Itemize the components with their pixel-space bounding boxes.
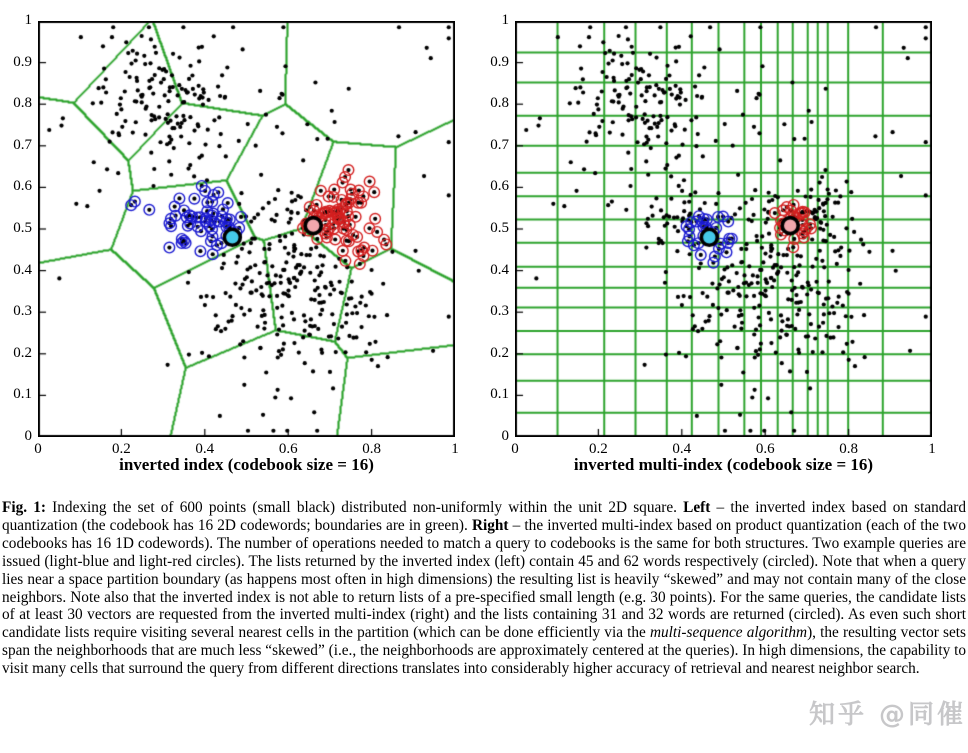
y-tick-label: 0.8	[13, 95, 32, 112]
y-tick-label: 0.2	[490, 344, 509, 361]
right-plot-canvas	[515, 21, 932, 437]
figure-caption	[2, 499, 966, 678]
y-tick-label: 0.7	[490, 136, 509, 153]
caption-run: – the inverted multi-index based on product quantization (each of the two codebooks has 16 1D codewords). The number of operations needed to match a query to codebooks is the same for both structures. Two example queries are issued (light-blue and light-red circles). The lists returned by the inverted index (left) contain 45 and 62 words respectively (circled). Note that when a query lies near a space partition boundary (as happens most often in high dimensions) the resulting list is heavily “skewed” and may not contain many of the close neighbors. Note also that the inverted index is not able to return lists of a pre-specified small length (e.g. 30 points). For the same queries, the candidate lists of at least 30 vectors are requested from the inverted multi-index (right) and the lists containing 31 and 32 words are returned (circled). As even such short candidate lists require visiting several nearest cells in the partition (which can be done efficiently via the	[2, 516, 967, 642]
caption-run: ), the resulting vector sets span the neighborhoods that are much less “skewed” (i.e., the neighborhoods are approximately centered at the queries). In high dimensions, the capability to visit many cells that surround the query from different directions translates into considerably higher accuracy of retrieval and nearest neighbor search.	[2, 624, 966, 678]
y-tick-label: 0.2	[13, 344, 32, 361]
y-tick-label: 0.6	[13, 178, 32, 195]
x-tick-label: 0.6	[278, 441, 298, 457]
caption-run: – the inverted index based on standard quantization (the codebook has 16 2D codewords; boundaries are in green).	[2, 499, 966, 534]
x-tick-label: 0.6	[755, 441, 775, 457]
x-tick-label: 0.4	[195, 441, 215, 457]
x-tick-label: 1	[451, 441, 459, 457]
x-tick-label: 0.4	[672, 441, 692, 457]
y-tick-label: 0.1	[490, 386, 509, 403]
y-tick-label: 0.4	[13, 261, 32, 278]
caption-run: Fig. 1:	[2, 499, 46, 516]
caption-run: Left	[683, 499, 711, 516]
y-tick-label: 0	[24, 428, 32, 444]
x-tick-label: 1	[928, 441, 936, 457]
x-tick-label: 0.8	[839, 441, 858, 457]
right-plot-title: inverted multi-index (codebook size = 16)	[573, 455, 874, 474]
y-tick-label: 0.9	[490, 53, 509, 70]
caption-run: multi-sequence algorithm	[649, 624, 808, 642]
x-tick-label: 0	[511, 441, 519, 457]
right-plot-inverted-multi-index	[515, 21, 932, 437]
y-tick-label: 0.6	[490, 178, 509, 195]
y-tick-label: 0.9	[13, 53, 32, 70]
y-tick-label: 0.7	[13, 136, 32, 153]
left-plot-canvas	[38, 21, 455, 437]
y-tick-label: 1	[501, 12, 509, 28]
x-tick-label: 0.2	[112, 441, 131, 457]
watermark: 知乎 @同催	[808, 700, 966, 730]
x-tick-label: 0	[34, 441, 42, 457]
y-tick-label: 0.8	[490, 95, 509, 112]
y-tick-label: 0.3	[490, 303, 509, 320]
x-tick-label: 0.8	[362, 441, 381, 457]
y-tick-label: 0	[501, 428, 509, 444]
x-tick-label: 0.2	[589, 441, 608, 457]
caption-run: Right	[471, 516, 509, 534]
y-tick-label: 0.5	[490, 220, 509, 236]
left-plot-title: inverted index (codebook size = 16)	[119, 455, 374, 474]
left-plot-inverted-index	[38, 21, 455, 437]
caption-run: Indexing the set of 600 points (small black) distributed non-uniformly within the unit 2D square.	[46, 499, 684, 516]
y-tick-label: 0.1	[13, 386, 32, 403]
y-tick-label: 0.4	[490, 261, 509, 278]
y-tick-label: 0.5	[13, 220, 32, 236]
y-tick-label: 0.3	[13, 303, 32, 320]
y-tick-label: 1	[24, 12, 32, 28]
